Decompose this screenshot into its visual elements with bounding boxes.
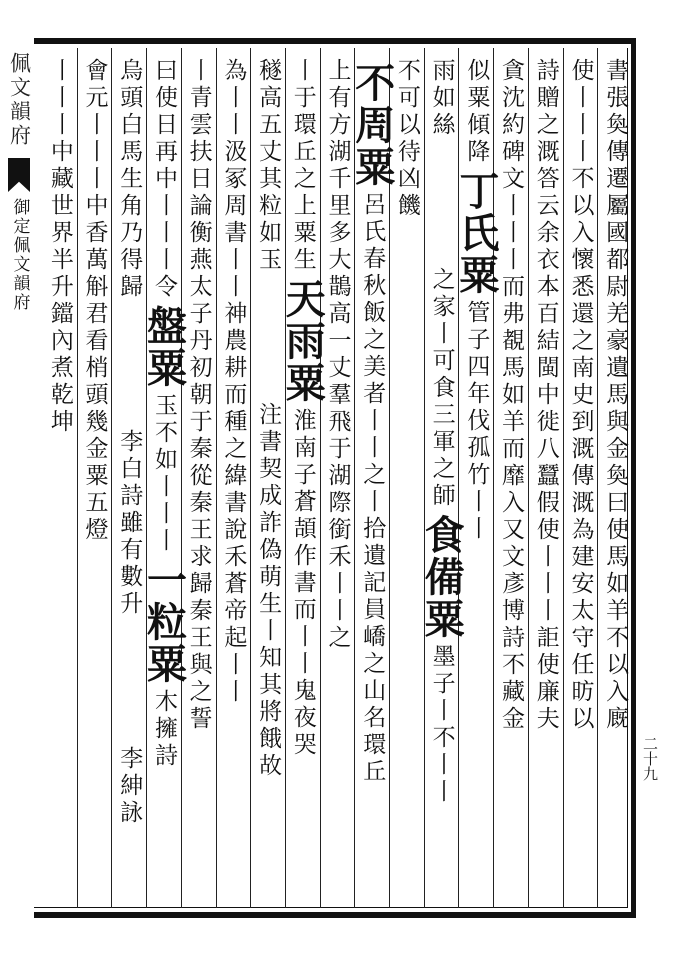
entry-heading: 一粒粟	[140, 559, 188, 685]
page-number: 二十九	[641, 736, 659, 781]
column-text: 烏頭白馬生角乃得歸	[116, 58, 143, 301]
entry-heading: 丁氏粟	[452, 170, 500, 296]
fishtail-mark-icon	[8, 158, 30, 192]
entry-heading: 盤粟	[140, 305, 188, 389]
column-text: 注書契成詐偽萌生丨知其將餓故	[255, 402, 282, 780]
column-text: 之家丨可食三軍之師	[428, 267, 455, 510]
column-text: 貪沈約碑文丨丨丨而弗覩馬如羊而靡入又文彥博詩不藏金	[498, 58, 525, 733]
entry-heading: 天雨粟	[279, 278, 327, 404]
entry-heading: 不周粟	[348, 62, 396, 188]
imperial-label: 御定佩文韻府	[9, 198, 30, 312]
column-text: 為丨丨汲冢周書丨丨神農耕而種之緯書說禾蒼帝起丨丨	[220, 58, 247, 706]
column-text: 會元丨丨丨中香萬斛君看梢頭幾金粟五燈	[81, 58, 108, 544]
column-text: 丨丨丨中藏世界半升鐺內煮乾坤	[46, 58, 73, 436]
column-text: 使丨丨丨不以入懷悉還之南史到溉傳溉為建安太守任昉以	[567, 58, 594, 733]
column-text: 木擁詩	[150, 689, 177, 770]
column-text: 李白詩雖有數升	[116, 429, 143, 618]
column-text: 玉不如丨丨丨	[150, 393, 177, 555]
column-text: 丨青雲扶日論衡燕太子丹初朝于秦從秦王求歸秦王與之誓	[185, 58, 212, 733]
text-column	[38, 58, 80, 898]
page-margin	[6, 52, 32, 902]
column-text: 呂氏春秋飯之美者丨丨之丨拾遺記員嶠之山名環丘	[359, 192, 386, 786]
column-text: 李紳詠	[116, 746, 143, 827]
column-text: 穟高五丈其粒如玉	[255, 58, 282, 274]
column-text: 曰使日再中丨丨丨令	[150, 58, 177, 301]
column-text: 上有方湖千里多大鵲高一丈羣飛于湖際銜禾丨丨之	[324, 58, 351, 652]
entry-heading: 食備粟	[418, 514, 466, 640]
column-text: 似粟傾降	[463, 58, 490, 166]
column-text: 詩贈之溉答云余衣本百結閩中徙八蠶假使丨丨丨詎使廉夫	[532, 58, 559, 733]
column-text: 淮南子蒼頡作書而丨丨鬼夜哭	[289, 408, 316, 759]
column-text: 不可以待凶饑	[393, 58, 420, 220]
book-title: 佩文韻府	[7, 52, 32, 148]
column-text: 雨如絲	[428, 58, 455, 139]
column-text: 墨子丨不丨丨	[428, 644, 455, 806]
column-text: 管子四年伐孤竹丨丨	[463, 300, 490, 543]
column-text: 丨于環丘之上粟生	[289, 58, 316, 274]
column-text: 書張奐傳遷屬國都尉羌豪遺馬與金奐曰使馬如羊不以入廐	[602, 58, 629, 733]
